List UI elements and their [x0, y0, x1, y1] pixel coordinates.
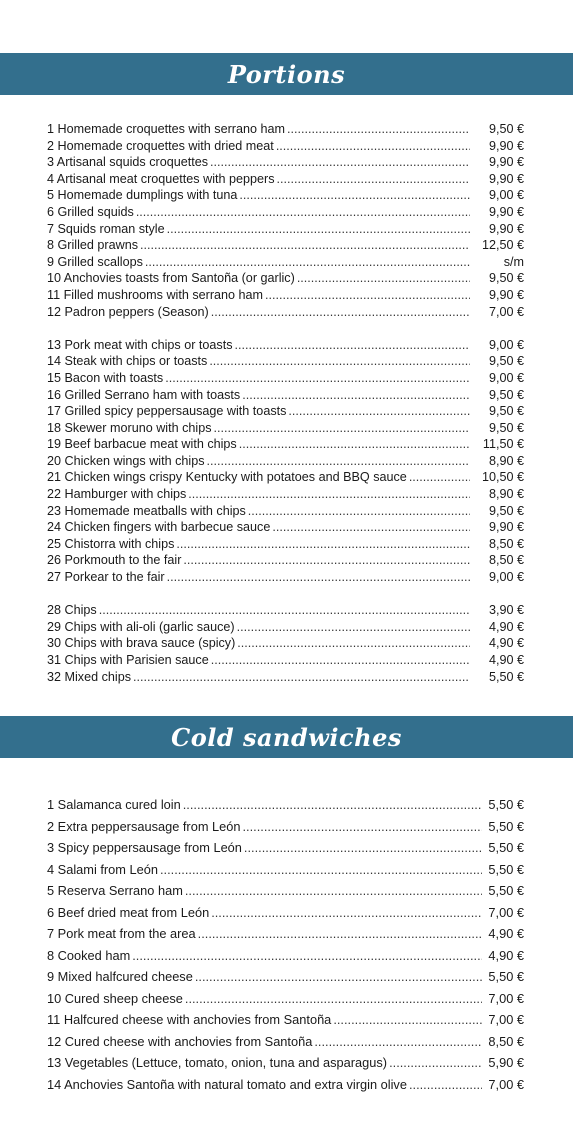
menu-item-price: 9,90 € [488, 138, 524, 153]
menu-item [47, 138, 524, 155]
menu-item [47, 923, 524, 945]
menu-item [47, 270, 524, 287]
menu-item-label: 3 Spicy peppersausage from León [47, 840, 242, 855]
menu-item-price: 7,00 € [488, 904, 524, 920]
menu-item [47, 880, 524, 902]
menu-item-price: 9,50 € [488, 122, 524, 136]
menu-item-price: 12,50 € [481, 238, 524, 253]
menu-item-label: 30 Chips with brava sauce (spicy) [47, 636, 236, 651]
menu-item-price: 9,00 € [488, 570, 524, 585]
menu-item-label: 6 Grilled squids [47, 204, 134, 219]
dot-leader [160, 859, 482, 881]
menu-item [47, 187, 524, 204]
dot-leader [207, 453, 471, 470]
menu-item [47, 945, 524, 967]
menu-item [47, 486, 524, 503]
dot-leader [132, 945, 482, 967]
menu-item-label: 31 Chips with Parisien sauce [47, 653, 209, 667]
menu-item-label: 13 Pork meat with chips or toasts [47, 337, 233, 352]
menu-item-price: 9,90 € [488, 287, 524, 302]
menu-item-price: 9,00 € [488, 188, 524, 203]
menu-item-label: 32 Mixed chips [47, 669, 131, 684]
menu-list-cold-sandwiches [47, 794, 524, 1095]
menu-item [47, 902, 524, 924]
menu-item [47, 794, 524, 816]
dot-leader [237, 619, 470, 636]
dot-leader [242, 387, 470, 404]
menu-item [47, 1009, 524, 1031]
dot-leader [167, 569, 470, 586]
menu-item [47, 171, 524, 188]
menu-item-label: 28 Chips [47, 603, 97, 618]
section-title: Cold sandwiches [171, 722, 402, 752]
dot-leader [237, 635, 470, 652]
menu-item-price: 9,90 € [488, 155, 524, 170]
dot-leader [176, 536, 470, 553]
menu-item-price: 9,90 € [488, 171, 524, 186]
menu-item [47, 859, 524, 881]
menu-item-price: 9,50 € [488, 387, 524, 402]
menu-item-label: 3 Artisanal squids croquettes [47, 155, 209, 170]
menu-item [47, 1074, 524, 1096]
dot-leader [198, 923, 482, 945]
menu-item-label: 8 Grilled prawns [47, 238, 138, 253]
menu-item [47, 353, 524, 370]
menu-item [47, 669, 524, 686]
menu-item [47, 816, 524, 838]
menu-item [47, 503, 524, 520]
menu-item-label: 8 Cooked ham [47, 947, 131, 963]
menu-item [47, 121, 524, 138]
dot-leader [209, 353, 470, 370]
menu-item-label: 19 Beef barbacue meat with chips [47, 437, 237, 452]
dot-leader [333, 1009, 482, 1031]
dot-leader [167, 221, 470, 238]
dot-leader [277, 171, 470, 188]
menu-item-label: 10 Cured sheep cheese [47, 990, 183, 1006]
menu-item-label: 9 Mixed halfcured cheese [47, 969, 193, 984]
menu-item-price: 8,50 € [488, 553, 524, 568]
menu-item [47, 254, 524, 271]
menu-item-price: 8,50 € [488, 536, 524, 551]
dot-leader [239, 187, 470, 204]
menu-item [47, 337, 524, 354]
menu-item [47, 370, 524, 387]
menu-item-price: 7,00 € [488, 304, 524, 319]
menu-item-label: 2 Homemade croquettes with dried meat [47, 138, 274, 153]
dot-leader [211, 304, 470, 321]
dot-leader [99, 602, 470, 619]
dot-leader [140, 237, 470, 254]
dot-leader [211, 902, 482, 924]
group-spacer [47, 586, 524, 603]
menu-item [47, 237, 524, 254]
menu-item [47, 403, 524, 420]
menu-item-price: 3,90 € [488, 603, 524, 618]
dot-leader [183, 552, 470, 569]
menu-item [47, 420, 524, 437]
section-title: Portions [227, 59, 346, 89]
menu-item-price: 8,90 € [488, 487, 524, 502]
menu-item-price: 5,50 € [488, 797, 524, 812]
menu-item [47, 287, 524, 304]
menu-item [47, 154, 524, 171]
menu-item-price: 9,50 € [488, 354, 524, 369]
menu-item [47, 387, 524, 404]
dot-leader [409, 469, 470, 486]
menu-item-label: 21 Chicken wings crispy Kentucky with potatoes and BBQ sauce [47, 470, 407, 485]
menu-item-label: 1 Homemade croquettes with serrano ham [47, 122, 285, 136]
dot-leader [145, 254, 470, 271]
menu-item-price: 4,90 € [488, 926, 524, 941]
menu-item-label: 5 Homemade dumplings with tuna [47, 188, 238, 203]
menu-item [47, 966, 524, 988]
menu-item-label: 13 Vegetables (Lettuce, tomato, onion, tuna and asparagus) [47, 1055, 388, 1070]
menu-item [47, 304, 524, 321]
dot-leader [409, 1074, 482, 1096]
dot-leader [185, 988, 482, 1010]
dot-leader [210, 154, 470, 171]
menu-item [47, 469, 524, 486]
menu-item-price: 4,90 € [488, 636, 524, 651]
menu-item-label: 7 Squids roman style [47, 221, 165, 236]
dot-leader [136, 204, 470, 221]
menu-item-price: 9,50 € [488, 420, 524, 435]
menu-item [47, 837, 524, 859]
menu-item [47, 552, 524, 569]
menu-item [47, 536, 524, 553]
dot-leader [214, 420, 471, 437]
menu-item [47, 602, 524, 619]
menu-item-price: 9,90 € [488, 204, 524, 219]
menu-item [47, 619, 524, 636]
menu-item [47, 652, 524, 669]
dot-leader [235, 337, 471, 354]
menu-item-price: 9,90 € [488, 520, 524, 535]
menu-item-label: 20 Chicken wings with chips [47, 453, 205, 468]
menu-item-label: 14 Steak with chips or toasts [47, 354, 208, 369]
menu-item-price: 9,00 € [488, 337, 524, 352]
menu-item-label: 16 Grilled Serrano ham with toasts [47, 387, 241, 402]
menu-item-label: 22 Hamburger with chips [47, 487, 187, 502]
dot-leader [211, 652, 470, 669]
menu-item-price: 10,50 € [481, 470, 524, 485]
menu-item-label: 27 Porkear to the fair [47, 570, 165, 585]
menu-item-price: 5,90 € [488, 1055, 524, 1070]
menu-item-price: 11,50 € [482, 437, 524, 452]
menu-item [47, 569, 524, 586]
menu-item-price: s/m [503, 254, 524, 269]
menu-item-label: 9 Grilled scallops [47, 254, 143, 269]
menu-item-price: 7,00 € [488, 990, 524, 1006]
dot-leader [165, 370, 470, 387]
menu-item-price: 8,90 € [488, 453, 524, 468]
menu-item-price: 9,90 € [488, 221, 524, 236]
menu-item-price: 7,00 € [488, 1012, 524, 1027]
menu-item-label: 12 Padron peppers (Season) [47, 304, 209, 319]
menu-item [47, 204, 524, 221]
menu-item-price: 4,90 € [488, 619, 524, 634]
menu-item-label: 10 Anchovies toasts from Santoña (or garlic) [47, 271, 295, 286]
menu-item [47, 635, 524, 652]
dot-leader [297, 270, 470, 287]
menu-item-price: 4,90 € [488, 653, 524, 667]
menu-item-price: 5,50 € [488, 883, 524, 898]
menu-item-label: 17 Grilled spicy peppersausage with toasts [47, 404, 287, 419]
group-spacer [47, 320, 524, 337]
dot-leader [243, 816, 483, 838]
menu-item-price: 9,50 € [488, 404, 524, 419]
section-banner-portions [0, 53, 573, 95]
menu-item [47, 988, 524, 1010]
menu-item-price: 5,50 € [488, 840, 524, 855]
menu-item [47, 436, 524, 453]
menu-item [47, 519, 524, 536]
dot-leader [314, 1031, 482, 1053]
menu-item-label: 1 Salamanca cured loin [47, 797, 181, 812]
menu-list-portions [47, 121, 524, 685]
menu-item-label: 15 Bacon with toasts [47, 370, 164, 385]
dot-leader [195, 966, 482, 988]
menu-item-label: 11 Filled mushrooms with serrano ham [47, 287, 264, 302]
menu-item-label: 29 Chips with ali-oli (garlic sauce) [47, 619, 235, 634]
dot-leader [183, 794, 482, 816]
menu-item-price: 4,90 € [488, 947, 524, 963]
dot-leader [288, 403, 470, 420]
menu-item-price: 9,00 € [488, 370, 524, 385]
menu-item [47, 1052, 524, 1074]
menu-item [47, 1031, 524, 1053]
menu-item-label: 2 Extra peppersausage from León [47, 818, 241, 834]
menu-item-price: 7,00 € [488, 1076, 524, 1092]
menu-item-label: 14 Anchovies Santoña with natural tomato and extra virgin olive [47, 1076, 407, 1092]
dot-leader [248, 503, 470, 520]
dot-leader [276, 138, 470, 155]
menu-item-price: 9,50 € [488, 271, 524, 286]
menu-item-label: 25 Chistorra with chips [47, 536, 175, 551]
menu-item-label: 5 Reserva Serrano ham [47, 883, 183, 898]
menu-item-price: 8,50 € [488, 1033, 524, 1049]
menu-item-label: 23 Homemade meatballs with chips [47, 503, 246, 518]
menu-item-label: 18 Skewer moruno with chips [47, 420, 212, 435]
menu-item-label: 26 Porkmouth to the fair [47, 553, 182, 568]
menu-item [47, 453, 524, 470]
dot-leader [287, 121, 470, 138]
menu-item [47, 221, 524, 238]
dot-leader [272, 519, 470, 536]
dot-leader [185, 880, 482, 902]
dot-leader [239, 436, 470, 453]
menu-item-price: 5,50 € [488, 818, 524, 834]
menu-item-price: 5,50 € [488, 969, 524, 984]
menu-item-label: 4 Artisanal meat croquettes with peppers [47, 171, 275, 186]
menu-item-label: 11 Halfcured cheese with anchovies from Santoña [47, 1012, 332, 1027]
menu-item-label: 7 Pork meat from the area [47, 926, 196, 941]
section-banner-cold-sandwiches [0, 716, 573, 758]
menu-item-price: 9,50 € [488, 503, 524, 518]
menu-item-price: 5,50 € [488, 669, 524, 684]
menu-item-label: 4 Salami from León [47, 861, 158, 877]
menu-item-label: 12 Cured cheese with anchovies from Santoña [47, 1033, 313, 1049]
menu-item-price: 5,50 € [488, 861, 524, 877]
dot-leader [389, 1052, 482, 1074]
dot-leader [265, 287, 470, 304]
menu-item-label: 24 Chicken fingers with barbecue sauce [47, 520, 271, 535]
menu-item-label: 6 Beef dried meat from León [47, 904, 210, 920]
dot-leader [133, 669, 470, 686]
dot-leader [188, 486, 470, 503]
dot-leader [244, 837, 482, 859]
